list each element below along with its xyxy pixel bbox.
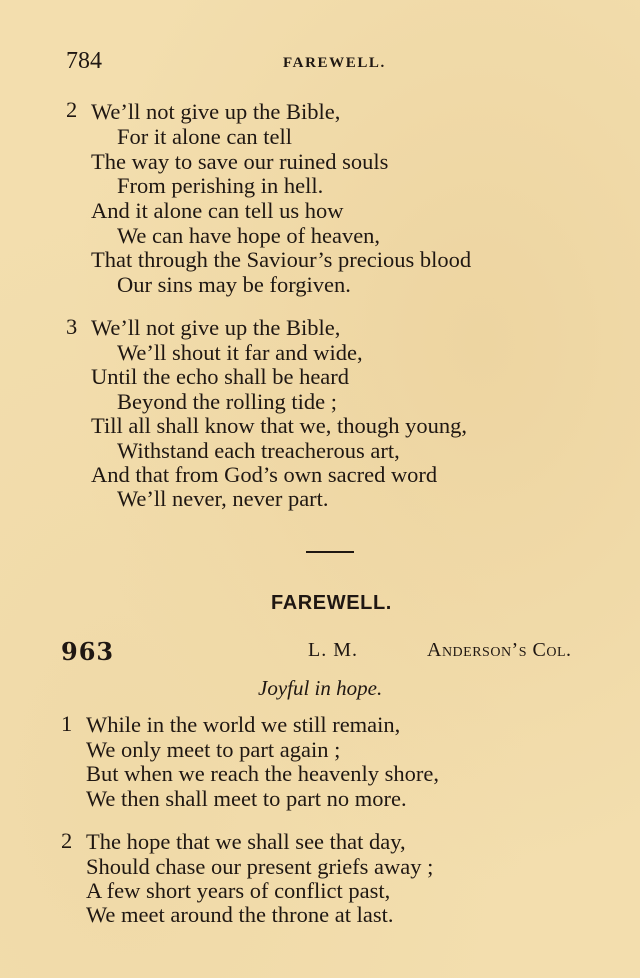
verse-line: Our sins may be forgiven. <box>117 272 351 297</box>
verse-line: But when we reach the heavenly shore, <box>86 761 439 786</box>
hymn-subtitle: Joyful in hope. <box>258 676 383 700</box>
verse-line: We’ll never, never part. <box>117 486 329 511</box>
verse-line: Withstand each treacherous art, <box>117 438 400 463</box>
section-divider <box>306 551 354 553</box>
verse-line: The way to save our ruined souls <box>91 149 389 174</box>
page-number: 784 <box>66 48 102 74</box>
verse-line: The hope that we shall see that day, <box>86 829 406 854</box>
verse-line: We’ll not give up the Bible, <box>91 99 341 124</box>
verse-line: We’ll not give up the Bible, <box>91 315 341 340</box>
hymn-number: 963 <box>61 637 115 666</box>
tune-name: Anderson’s Col. <box>427 639 572 661</box>
verse-line: While in the world we still remain, <box>86 712 401 737</box>
verse-line: A few short years of conflict past, <box>86 878 391 903</box>
verse-line: Until the echo shall be heard <box>91 364 350 389</box>
stanza-number: 3 <box>66 314 78 339</box>
verse-line: Should chase our present griefs away ; <box>86 854 434 879</box>
stanza-number: 1 <box>61 711 73 736</box>
verse-line: Beyond the rolling tide ; <box>117 389 337 414</box>
verse-line: We can have hope of heaven, <box>117 223 381 248</box>
verse-line: For it alone can tell <box>117 124 292 149</box>
hymn-meter: L. M. <box>308 639 358 661</box>
verse-line: We then shall meet to part no more. <box>86 786 407 811</box>
stanza-number: 2 <box>61 828 73 853</box>
verse-line: And that from God’s own sacred word <box>91 462 438 487</box>
verse-line: We meet around the throne at last. <box>86 902 394 927</box>
section-title: FAREWELL. <box>271 592 392 614</box>
verse-line: And it alone can tell us how <box>91 198 344 223</box>
verse-line: From perishing in hell. <box>117 173 324 198</box>
running-head: FAREWELL. <box>283 55 386 71</box>
verse-line: We only meet to part again ; <box>86 737 341 762</box>
verse-line: Till all shall know that we, though young, <box>91 413 468 438</box>
verse-line: That through the Saviour’s precious blood <box>91 247 472 272</box>
stanza-number: 2 <box>66 97 78 122</box>
verse-line: We’ll shout it far and wide, <box>117 340 363 365</box>
